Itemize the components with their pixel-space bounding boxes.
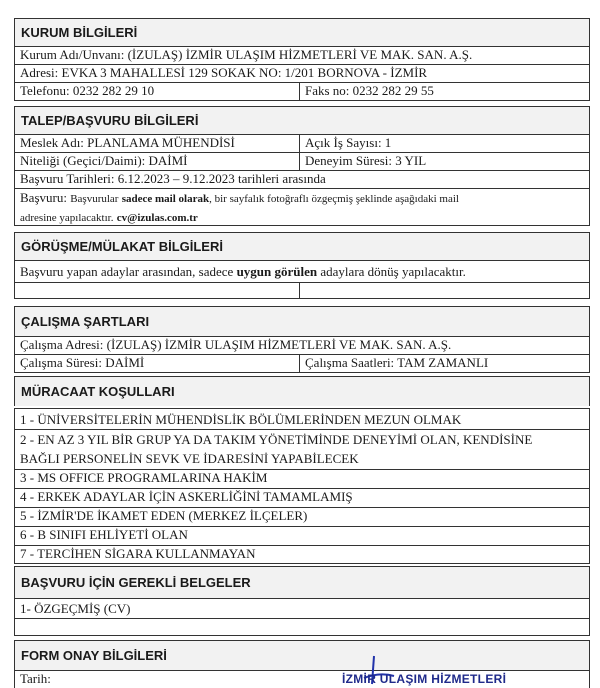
calisma-row	[14, 354, 590, 373]
kosul-item-line: BAĞLI PERSONELİN SEVK VE İDARESİNİ YAPABİLECEK	[20, 451, 359, 466]
kosul-item: 1 - ÜNİVERSİTELERİN MÜHENDİSLİK BÖLÜMLERİNDEN MEZUN OLMAK	[14, 408, 590, 429]
kurum-telefon: Telefonu: 0232 282 29 10	[15, 83, 300, 100]
section-heading-kurum: KURUM BİLGİLERİ	[14, 18, 590, 46]
onay-tarih: Tarih:	[14, 670, 590, 688]
basvuru-bold: sadece mail olarak	[121, 193, 210, 205]
calisma-saatleri: Çalışma Saatleri: TAM ZAMANLI	[305, 355, 489, 370]
section-heading-talep: TALEP/BAŞVURU BİLGİLERİ	[14, 106, 590, 134]
basvuru-text-1: Başvurular	[70, 193, 119, 205]
section-heading-gorusme: GÖRÜŞME/MÜLAKAT BİLGİLERİ	[14, 232, 590, 260]
blank-cell	[15, 283, 300, 298]
gorusme-text-1: Başvuru yapan adaylar arasından, sadece	[20, 264, 234, 279]
basvuru-label: Başvuru:	[20, 190, 67, 205]
belge-blank-row	[14, 618, 590, 636]
talep-row-2	[14, 152, 590, 170]
niteligi: Niteliği (Geçici/Daimi): DAİMİ	[15, 153, 300, 170]
basvuru-info	[14, 188, 590, 226]
kosul-item: 3 - MS OFFICE PROGRAMLARINA HAKİM	[14, 469, 590, 488]
company-stamp: İZMİR ULAŞIM HİZMETLERİ	[342, 672, 507, 686]
section-heading-muracaat: MÜRACAAT KOŞULLARI	[14, 376, 590, 406]
basvuru-text-2: , bir sayfalık fotoğraflı özgeçmiş şeklinde aşağıdaki mail	[209, 193, 459, 205]
section-heading-onay: FORM ONAY BİLGİLERİ	[14, 640, 590, 670]
belge-item: 1- ÖZGEÇMİŞ (CV)	[14, 598, 590, 618]
kosul-item	[14, 429, 590, 469]
gorusme-text	[14, 260, 590, 282]
kosul-item-line: 2 - EN AZ 3 YIL BİR GRUP YA DA TAKIM YÖNETİMİNDE DENEYİMİ OLAN, KENDİSİNE	[20, 432, 533, 447]
kosul-item: 7 - TERCİHEN SİGARA KULLANMAYAN	[14, 545, 590, 564]
basvuru-mail[interactable]: cv@izulas.com.tr	[116, 212, 198, 224]
kurum-adres: Adresi: EVKA 3 MAHALLESİ 129 SOKAK NO: 1/201 BORNOVA - İZMİR	[14, 64, 590, 82]
kurum-adi: Kurum Adı/Unvanı: (İZULAŞ) İZMİR ULAŞIM HİZMETLERİ VE MAK. SAN. A.Ş.	[14, 46, 590, 64]
talep-row-1	[14, 134, 590, 152]
deneyim-suresi: Deneyim Süresi: 3 YIL	[305, 153, 427, 168]
kosul-item: 4 - ERKEK ADAYLAR İÇİN ASKERLİĞİNİ TAMAMLAMIŞ	[14, 488, 590, 507]
kosul-item: 5 - İZMİR'DE İKAMET EDEN (MERKEZ İLÇELER)	[14, 507, 590, 526]
kurum-faks: Faks no: 0232 282 29 55	[305, 83, 434, 98]
gorusme-bold: uygun görülen	[236, 264, 318, 279]
calisma-suresi: Çalışma Süresi: DAİMİ	[15, 355, 300, 372]
calisma-adres: Çalışma Adresi: (İZULAŞ) İZMİR ULAŞIM HİZMETLERİ VE MAK. SAN. A.Ş.	[14, 336, 590, 354]
basvuru-tarihleri: Başvuru Tarihleri: 6.12.2023 – 9.12.2023 tarihleri arasında	[14, 170, 590, 188]
section-heading-calisma: ÇALIŞMA ŞARTLARI	[14, 306, 590, 336]
gorusme-blank-row	[14, 282, 590, 299]
basvuru-line-2: adresine yapılacaktır.	[20, 212, 114, 224]
kurum-contact-row	[14, 82, 590, 101]
meslek-adi: Meslek Adı: PLANLAMA MÜHENDİSİ	[15, 135, 300, 152]
gorusme-text-2: adaylara dönüş yapılacaktır.	[320, 264, 466, 279]
kosul-item: 6 - B SINIFI EHLİYETİ OLAN	[14, 526, 590, 545]
blank-cell	[300, 283, 589, 298]
acik-is-sayisi: Açık İş Sayısı: 1	[305, 135, 392, 150]
section-heading-belgeler: BAŞVURU İÇİN GEREKLİ BELGELER	[14, 566, 590, 598]
